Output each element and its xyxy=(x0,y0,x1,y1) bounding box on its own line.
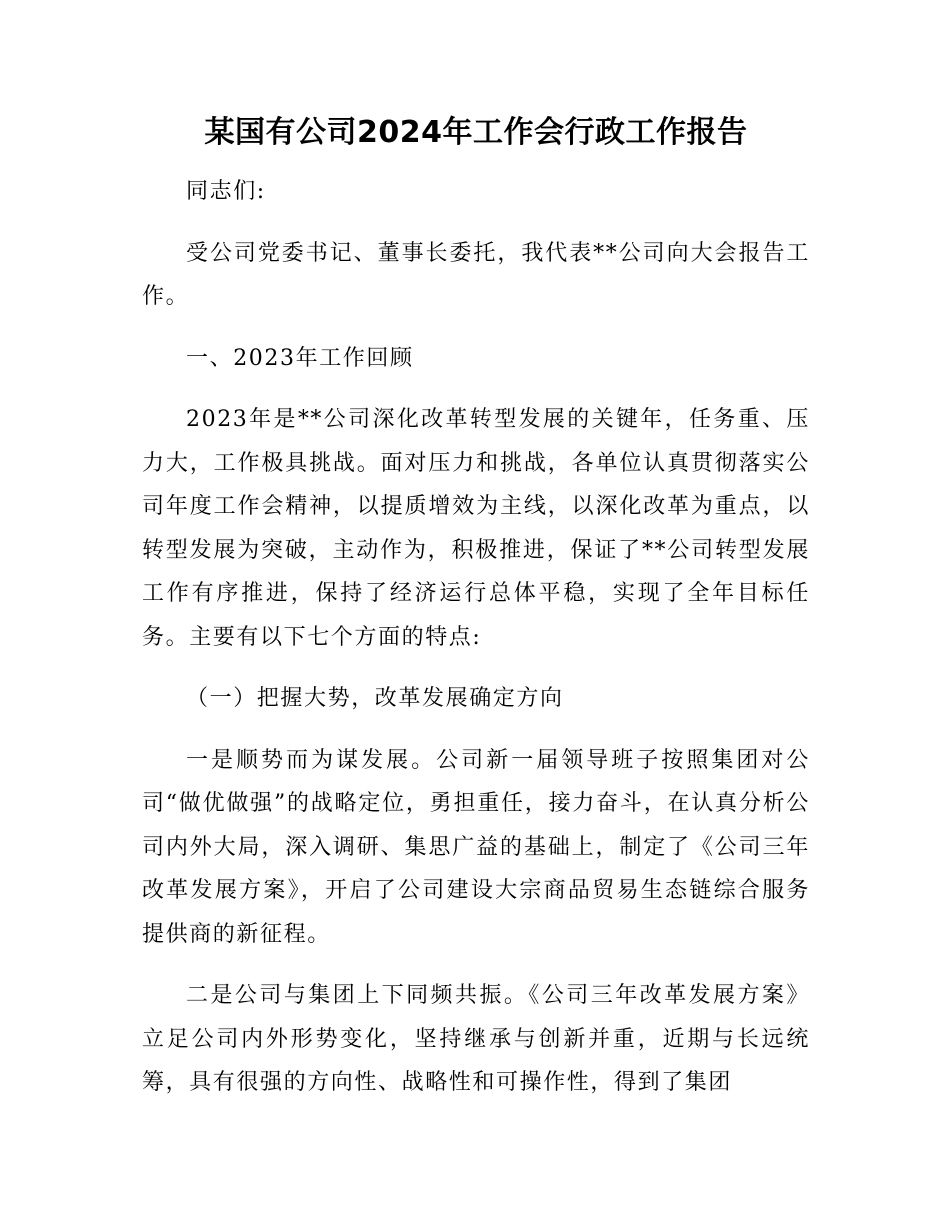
salutation: 同志们: xyxy=(186,179,266,204)
point-paragraph-1: 一是顺势而为谋发展。公司新一届领导班子按照集团对公司“做优做强”的战略定位，勇担重任，接力奋斗，在认真分析公司内外大局，深入调研、集思广益的基础上，制定了《公司三年改革发展方案》，开启了公司建设大宗商品贸易生态链综合服务提供商的新征程。 xyxy=(142,747,810,947)
opening-paragraph: 受公司党委书记、董事长委托，我代表**公司向大会报告工作。 xyxy=(142,240,810,309)
document-page xyxy=(142,110,810,1123)
subsection-heading-1: （一）把握大势，改革发展确定方向 xyxy=(186,686,564,711)
document-title: 某国有公司2024年工作会行政工作报告 xyxy=(204,115,748,150)
section-heading-1: 一、2023年工作回顾 xyxy=(186,345,414,371)
review-paragraph: 2023年是**公司深化改革转型发展的关键年，任务重、压力大，工作极具挑战。面对压力和挑战，各单位认真贯彻落实公司年度工作会精神，以提质增效为主线，以深化改革为重点，以转型发展为突破，主动作为，积极推进，保证了**公司转型发展工作有序推进，保持了经济运行总体平稳，实现了全年目标任务。主要有以下七个方面的特点: xyxy=(142,407,810,650)
point-paragraph-2: 二是公司与集团上下同频共振。《公司三年改革发展方案》立足公司内外形势变化，坚持继承与创新并重，近期与长远统筹，具有很强的方向性、战略性和可操作性，得到了集团 xyxy=(142,983,810,1095)
